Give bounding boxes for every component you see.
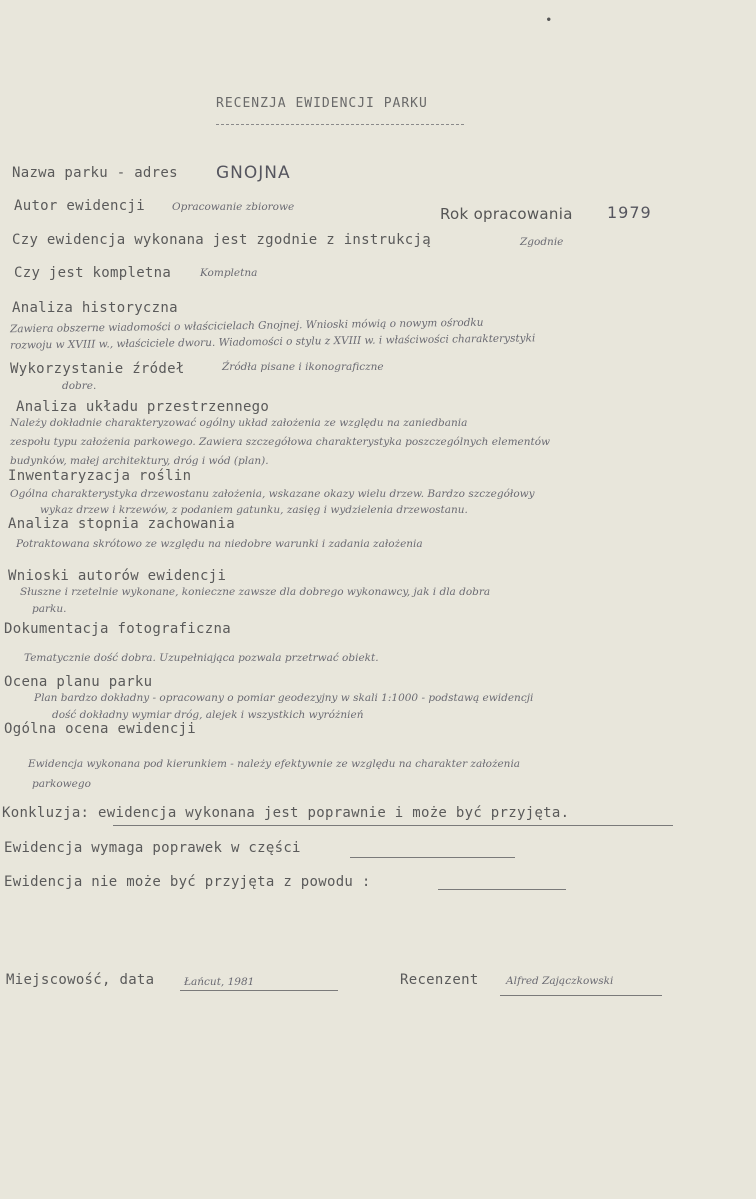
miejscowosc-value: Łańcut, 1981: [184, 976, 255, 988]
kompletna-value: Kompletna: [200, 267, 258, 279]
inwentaryzacja-line-1: Ogólna charakterystyka drzewostanu założenia, wskazane okazy wielu drzew. Bardzo szczegółowy: [10, 488, 535, 500]
zrodla-value: Źródła pisane i ikonograficzne: [222, 361, 384, 373]
zgodnie-value: Zgodnie: [520, 236, 564, 248]
ocena-label: Ogólna ocena ewidencji: [4, 721, 197, 737]
nazwa-value: GNOJNA: [216, 163, 291, 183]
zrodla-value-2: dobre.: [62, 380, 97, 392]
rok-value: 1979: [607, 203, 652, 222]
konkluzja-underline: [113, 825, 673, 826]
rok-label: Rok opracowania: [440, 205, 573, 223]
wnioski-label: Wnioski autorów ewidencji: [8, 568, 227, 584]
analiza-historyczna-line-2: rozwoju w XVIII w., właściciele dworu. Wiadomości o stylu z XVIII w. i właściwości charakterystyki: [9, 332, 536, 352]
recenzent-signature: Alfred Zajączkowski: [506, 975, 614, 987]
inwentaryzacja-line-2: wykaz drzew i krzewów, z podaniem gatunku, zasięg i wydzielenia drzewostanu.: [40, 504, 468, 516]
zgodnie-label: Czy ewidencja wykonana jest zgodnie z instrukcją: [12, 232, 431, 248]
dokumentacja-value: Tematycznie dość dobra. Uzupełniająca pozwala przetrwać obiekt.: [24, 652, 379, 664]
miejscowosc-label: Miejscowość, data: [6, 972, 155, 988]
kompletna-label: Czy jest kompletna: [14, 265, 172, 281]
ocena-line-2: parkowego: [32, 778, 91, 790]
uklad-line-3: budynków, małej architektury, dróg i wód (plan).: [10, 455, 269, 467]
uklad-line-1: Należy dokładnie charakteryzować ogólny układ założenia ze względu na zaniedbania: [10, 417, 468, 429]
document-title: RECENZJA EWIDENCJI PARKU: [216, 96, 428, 111]
dokumentacja-label: Dokumentacja fotograficzna: [4, 621, 231, 637]
stopien-value: Potraktowana skrótowo ze względu na niedobre warunki i zadania założenia: [16, 538, 423, 550]
autor-label: Autor ewidencji: [14, 198, 145, 214]
miejscowosc-underline: [180, 990, 338, 991]
autor-value: Opracowanie zbiorowe: [172, 201, 295, 213]
inwentaryzacja-label: Inwentaryzacja roślin: [8, 468, 192, 484]
wnioski-line-1: Słuszne i rzetelnie wykonane, konieczne zawsze dla dobrego wykonawcy, jak i dla dobra: [20, 586, 491, 598]
wnioski-line-2: parku.: [32, 603, 67, 615]
recenzent-underline: [500, 995, 662, 996]
plan-label: Ocena planu parku: [4, 674, 153, 690]
stopien-label: Analiza stopnia zachowania: [8, 516, 235, 532]
corner-mark: ∙: [545, 12, 553, 26]
title-underline: [216, 124, 464, 125]
uklad-line-2: zespołu typu założenia parkowego. Zawiera szczegółowa charakterystyka poszczególnych elementów: [10, 436, 551, 448]
plan-line-1: Plan bardzo dokładny - opracowany o pomiar geodezyjny w skali 1:1000 - podstawą ewidencji: [34, 692, 534, 704]
uklad-label: Analiza układu przestrzennego: [16, 399, 270, 415]
analiza-historyczna-label: Analiza historyczna: [12, 300, 178, 316]
zrodla-label: Wykorzystanie źródeł: [10, 361, 185, 377]
odrzucona-text: Ewidencja nie może być przyjęta z powodu :: [4, 874, 371, 890]
plan-line-2: dość dokładny wymiar dróg, alejek i wszystkich wyróżnień: [52, 709, 364, 721]
konkluzja-text: Konkluzja: ewidencja wykonana jest poprawnie i może być przyjęta.: [2, 805, 570, 821]
poprawki-underline: [350, 857, 515, 858]
analiza-historyczna-line-1: Zawiera obszerne wiadomości o właścicielach Gnojnej. Wnioski mówią o nowym ośrodku: [9, 316, 484, 336]
ocena-line-1: Ewidencja wykonana pod kierunkiem - należy efektywnie ze względu na charakter założenia: [28, 758, 521, 770]
nazwa-label: Nazwa parku - adres: [12, 165, 178, 181]
recenzent-label: Recenzent: [400, 972, 479, 988]
odrzucona-underline: [438, 889, 566, 890]
poprawki-text: Ewidencja wymaga poprawek w części: [4, 840, 301, 856]
